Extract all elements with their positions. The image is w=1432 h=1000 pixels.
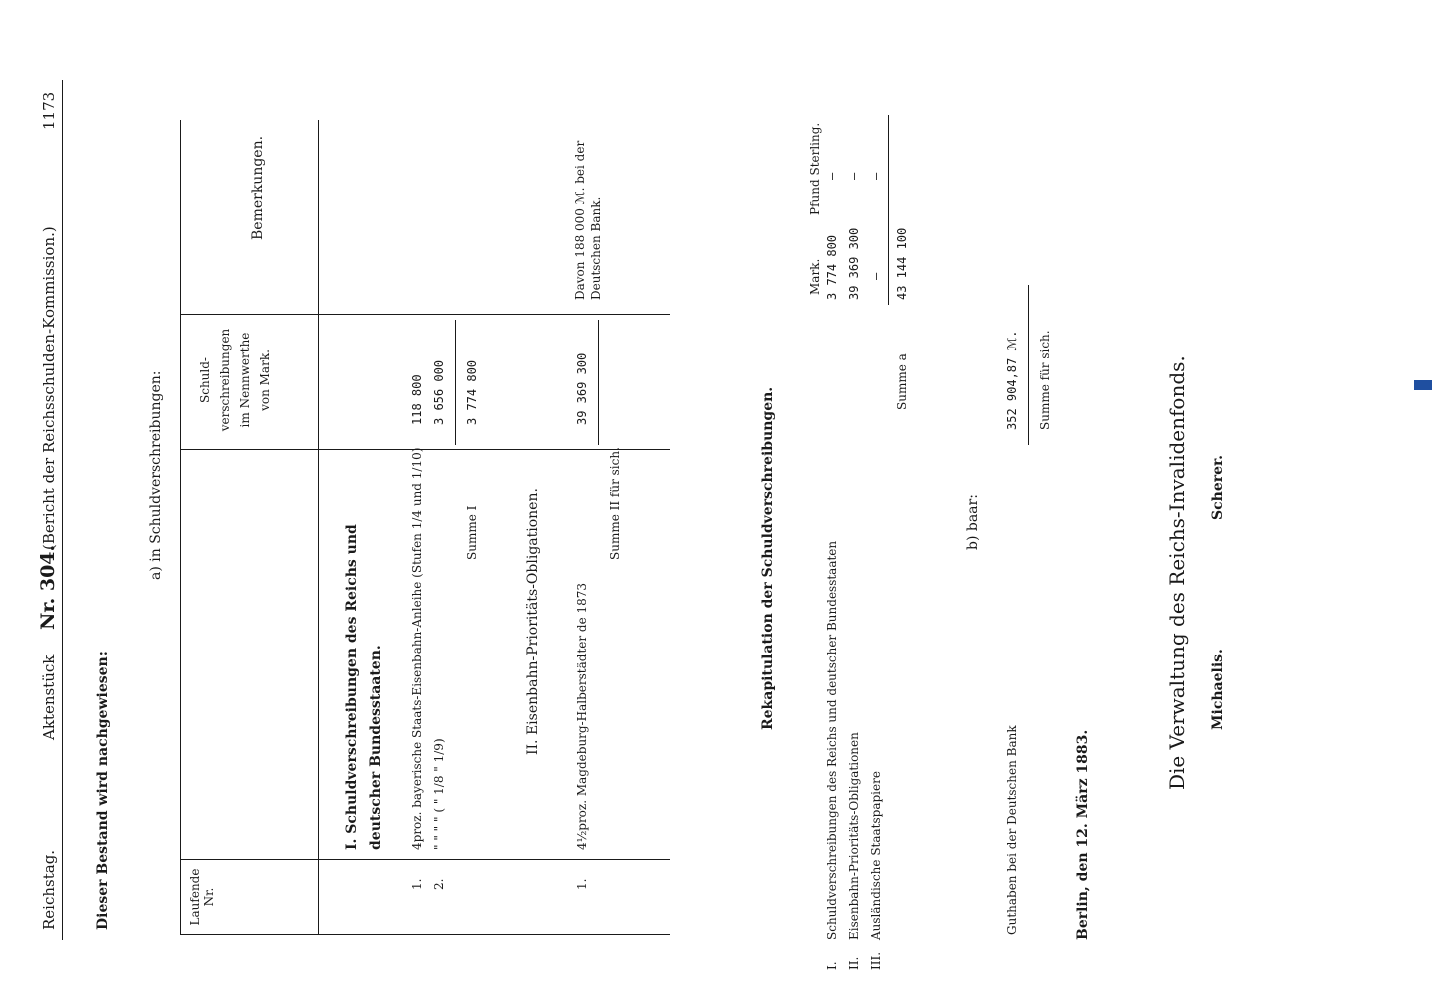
row1-no: 1. [410,878,424,890]
sum2-label: Summe II für sich. [608,447,622,560]
col-lfd-header: Laufende Nr. [188,868,216,926]
row2-no: 2. [432,878,446,890]
recap-row2-mark: 39 369 300 [847,227,861,300]
recap-row1-mark: 3 774 800 [825,234,839,300]
section-b-text: Guthaben bei der Deutschen Bank [1005,725,1019,935]
section-b-value: 352 904,87 ℳ. [1005,330,1019,430]
col-remark-header: Bemerkungen. [250,135,266,240]
row3-remark: Davon 188 000 ℳ. bei der Deutschen Bank. [573,140,603,300]
dfg-logo [1414,380,1432,390]
sum2-rule [598,320,599,445]
sum1-rule [455,320,456,445]
recap-row2-no: II. [847,956,861,970]
header-left: Reichstag. [40,849,58,930]
recap-row3-text: Ausländische Staatspapiere [869,771,883,940]
row2-value: 3 656 000 [432,359,446,425]
header-rule [62,80,63,940]
recap-row2-pfund: — [847,172,861,180]
recap-row3-pfund: — [869,172,883,180]
table-left-rule [180,934,670,935]
signature-name1: Michaelis. [1210,649,1226,730]
section-b-rule [1028,285,1029,445]
recap-row3-no: III. [869,951,883,970]
recap-row1-no: I. [825,961,839,970]
row1-text: 4proz. bayerische Staats-Eisenbahn-Anleihe (Stufen 1/4 und 1/10) [410,447,424,850]
col-lfd-rule [180,859,670,860]
recap-row2-text: Eisenbahn-Prioritäts-Obligationen [847,732,861,940]
recap-sum-rule [888,115,889,305]
col-value-header: Schuld-verschreibungen im Nennwerthe von Mark. [198,328,272,432]
signature-name2: Scherer. [1210,455,1226,520]
dfg-stamp [1414,10,1432,390]
col-text-rule [180,449,670,450]
recap-row3-mark: — [869,272,883,280]
row2-text: " " " " ( " 1/8 " 1/9) [432,738,446,850]
group1-title: I. Schuldverschreibungen des Reichs und deutscher Bundesstaaten. [344,524,384,850]
recap-sum-label: Summe a [895,353,909,410]
group2-title: II. Eisenbahn-Prioritäts-Obligationen. [525,488,541,755]
recap-sum-value: 43 144 100 [895,227,909,300]
header-mid: Aktenstück [40,654,58,740]
section-b-title: b) baar: [965,494,981,550]
date-line: Berlin, den 12. März 1883. [1075,729,1091,940]
recap-title: Rekapitulation der Schuldverschreibungen. [760,386,776,730]
section-a-title: a) in Schuldverschreibungen: [148,370,164,580]
page-number: 1173 [40,91,58,130]
section-b-sum: Summe für sich. [1038,330,1052,430]
row3-no: 1. [575,878,589,890]
signature-org: Die Verwaltung des Reichs-Invalidenfonds. [1165,355,1189,790]
intro-text: Dieser Bestand wird nachgewiesen: [95,651,111,930]
recap-col-pfund: Pfund Sterling. [808,122,822,215]
recap-col-mark: Mark. [808,258,822,295]
row1-value: 118 800 [410,374,424,425]
col-value-rule [180,314,670,315]
table-top-rule [180,120,181,935]
header-subtitle: (Bericht der Reichsschulden-Kommission.) [40,226,58,550]
sum1-value: 3 774 800 [465,359,479,425]
header-number: Nr. 304. [37,544,59,630]
sum1-label: Summe I [465,505,479,560]
recap-row1-text: Schuldverschreibungen des Reichs und deutscher Bundesstaaten [825,540,839,940]
row3-text: 4½proz. Magdeburg-Halberstädter de 1873 [575,582,589,850]
row3-value: 39 369 300 [575,352,589,425]
recap-row1-pfund: — [825,172,839,180]
table-header-rule [318,120,319,935]
